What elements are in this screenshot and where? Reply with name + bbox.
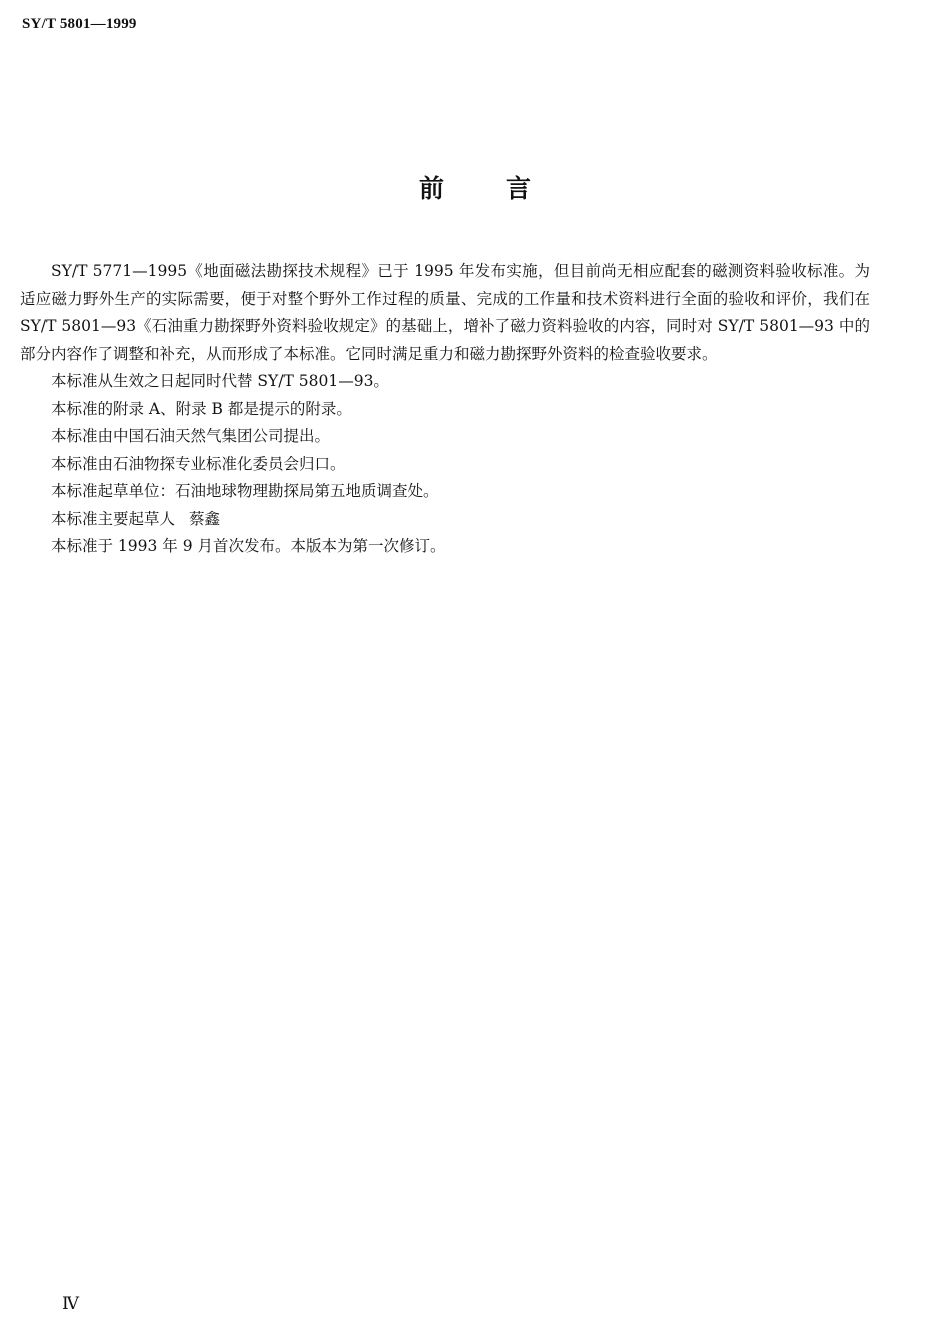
page-title [0,172,950,206]
foreword-body [20,258,870,561]
title-char-2: 言 [506,174,532,203]
drafter-line [20,506,870,534]
drafting-unit-line: 本标准起草单位：石油地球物理勘探局第五地质调查处。 [51,482,439,500]
revision-note-line: 本标准于 1993 年 9 月首次发布。本版本为第一次修订。 [51,537,446,555]
title-char-1: 前 [418,174,444,203]
drafter-label: 本标准主要起草人 [51,509,176,528]
appendix-line: 本标准的附录 A、附录 B 都是提示的附录。 [51,399,352,418]
administrator-line: 本标准由石油物探专业标准化委员会归口。 [51,454,346,473]
drafter-name: 蔡鑫 [189,509,221,528]
replacement-line: 本标准从生效之日起同时代替 SY/T 5801—93。 [51,372,389,390]
standard-code-header: SY/T 5801—1999 [22,16,137,32]
page-number: Ⅳ [62,1294,79,1313]
proposer-line: 本标准由中国石油天然气集团公司提出。 [51,427,331,445]
intro-paragraph: SY/T 5771—1995《地面磁法勘探技术规程》已于 1995 年发布实施，但目前尚无相应配套的磁测资料验收标准。为适应磁力野外生产的实际需要，便于对整个野外工作过程的质量、完成的工作量和技术资料进行全面的验收和评价，我们在 SY/T 5801—93《石油重力勘探野外资料验收规定》的基础上，增补了磁力资料验收的内容，同时对 SY/T 5801—93 中的部分内容作了调整和补充，从而形成了本标准。它同时满足重力和磁力勘探野外资料的检查验收要求。 [20,262,870,363]
